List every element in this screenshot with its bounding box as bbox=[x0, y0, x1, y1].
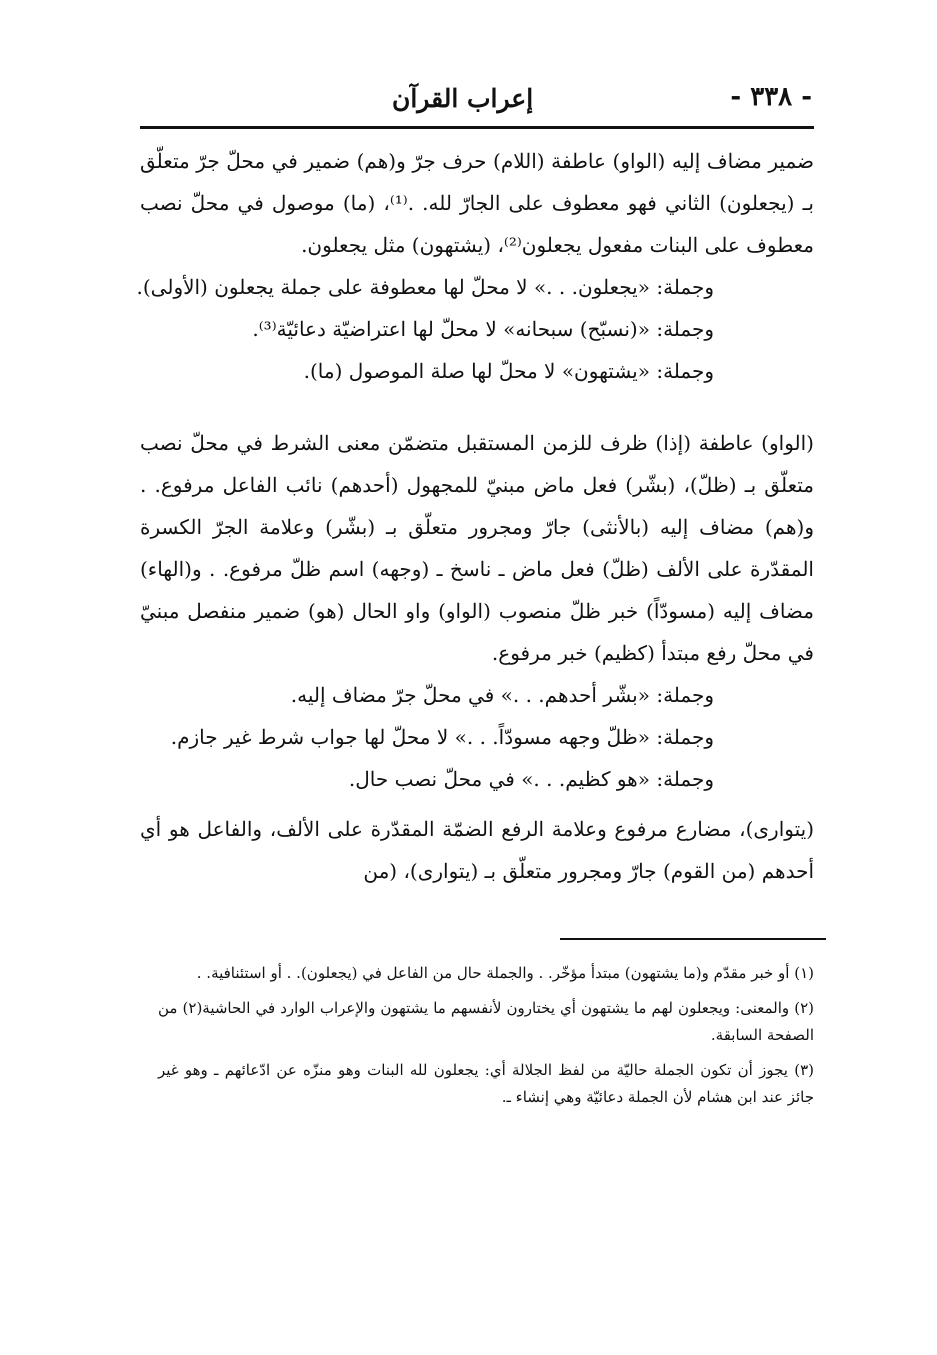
footnote-1: (١) أو خبر مقدّم و(ما يشتهون) مبتدأ مؤخّر. . والجملة حال من الفاعل في (يجعلون). . أو استئنافية. . bbox=[196, 964, 814, 982]
paragraph-gap bbox=[140, 392, 814, 422]
footnote-rule bbox=[560, 938, 826, 940]
main-text bbox=[136, 140, 814, 892]
header-rule bbox=[140, 126, 814, 129]
paragraph-gap bbox=[140, 800, 814, 808]
page-number: - ٣٣٨ - bbox=[730, 82, 812, 112]
paragraph-2: (الواو) عاطفة (إذا) ظرف للزمن المستقبل متضمّن معنى الشرط في محلّ نصب متعلّق بـ (ظلّ)، (بشّر) فعل ماض مبنيّ للمجهول (أحدهم) نائب الفاعل مرفوع. . و(هم) مضاف إليه (بالأنثى) جارّ ومجرور متعلّق بـ (بشّر) وعلامة الجرّ الكسرة المقدّرة على الألف (ظلّ) فعل ماض ـ ناسخ ـ (وجهه) اسم ظلّ مرفوع. . و(الهاء) مضاف إليه (مسودّاً) خبر ظلّ منصوب (الواو) واو الحال (هو) ضمير منفصل مبنيّ في محلّ رفع مبتدأ (كظيم) خبر مرفوع. bbox=[140, 431, 814, 665]
footnotes bbox=[158, 960, 814, 1119]
sentence-1-1: وجملة: «يجعلون. . .» لا محلّ لها معطوفة على جملة يجعلون (الأولى). bbox=[136, 275, 714, 299]
paragraph-3: (يتوارى)، مضارع مرفوع وعلامة الرفع الضمّة المقدّرة على الألف، والفاعل هو أي أحدهم (من القوم) جارّ ومجرور متعلّق بـ (يتوارى)، (من bbox=[140, 817, 814, 883]
paragraph-1: ضمير مضاف إليه (الواو) عاطفة (اللام) حرف جرّ و(هم) ضمير في محلّ جرّ متعلّق بـ (يجعلون) الثاني فهو معطوف على الجارّ لله. .⁽¹⁾، (ما) موصول في محلّ نصب معطوف على البنات مفعول يجعلون⁽²⁾، (يشتهون) مثل يجعلون. bbox=[140, 149, 814, 257]
running-title: إعراب القرآن bbox=[392, 84, 534, 113]
sentence-1-3: وجملة: «يشتهون» لا محلّ لها صلة الموصول (ما). bbox=[303, 359, 714, 383]
sentence-2-3: وجملة: «هو كظيم. . .» في محلّ نصب حال. bbox=[348, 767, 714, 791]
sentence-1-2: وجملة: «(نسبّح) سبحانه» لا محلّ لها اعتراضيّة دعائيّة⁽³⁾. bbox=[252, 317, 714, 341]
footnote-2: (٢) والمعنى: ويجعلون لهم ما يشتهون أي يختارون لأنفسهم ما يشتهون والإعراب الوارد في الحاشية(٢) من الصفحة السابقة. bbox=[158, 999, 814, 1044]
sentence-2-1: وجملة: «بشّر أحدهم. . .» في محلّ جرّ مضاف إليه. bbox=[290, 683, 714, 707]
footnote-3: (٣) يجوز أن تكون الجملة حاليّة من لفظ الجلالة أي: يجعلون لله البنات وهو منزّه عن ادّعائهم ـ وهو غير جائز عند ابن هشام لأن الجملة دعائيّة وهي إنشاء ـ. bbox=[158, 1061, 814, 1106]
page-header bbox=[142, 82, 812, 122]
sentence-2-2: وجملة: «ظلّ وجهه مسودّاً. . .» لا محلّ لها جواب شرط غير جازم. bbox=[170, 725, 714, 749]
